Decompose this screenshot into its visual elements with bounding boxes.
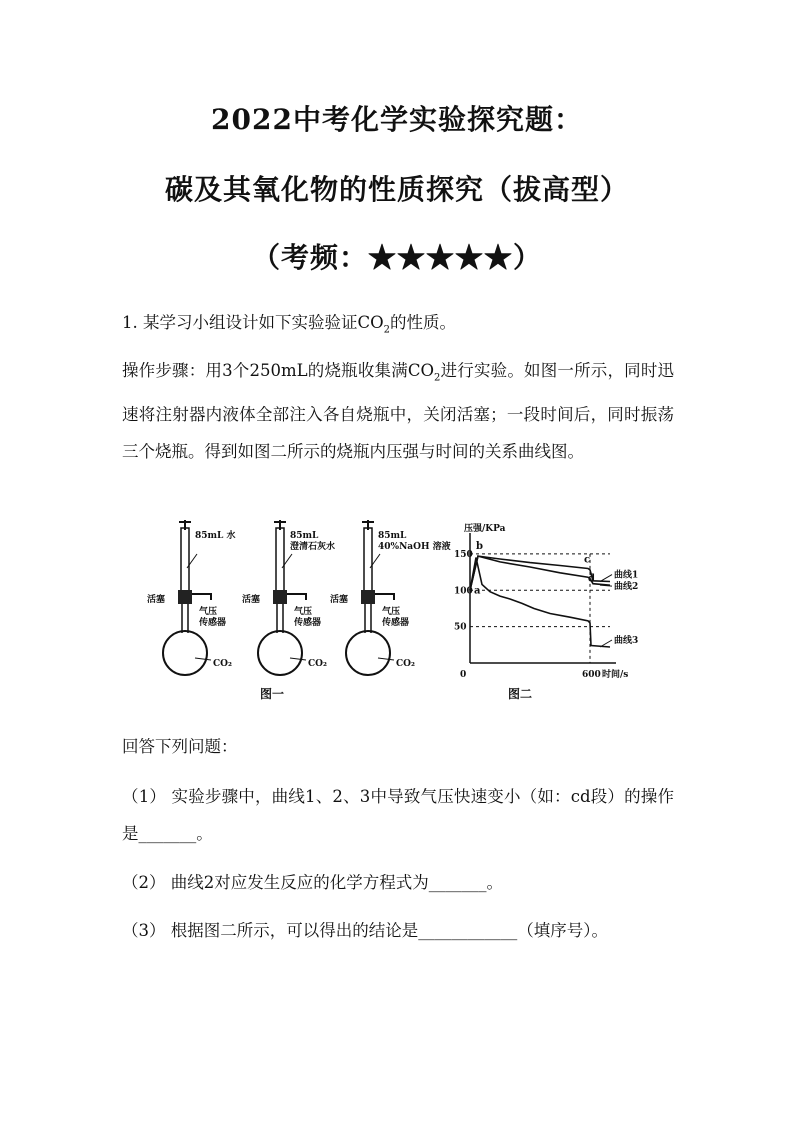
question-prefix: 1. 某学习小组设计如下实验验证CO (122, 313, 384, 332)
steps-part-1: 操作步骤：用3个250mL的烧瓶收集满CO (122, 361, 435, 380)
flask-apparatus (330, 520, 451, 675)
stopper (178, 590, 192, 604)
sensor-tube (287, 594, 306, 600)
sub-question-3: （3） 根据图二所示，可以得出的结论是____________（填序号）。 (122, 921, 608, 940)
figure-area (140, 518, 660, 712)
gas-label: CO₂ (308, 659, 327, 669)
point-label: c (584, 554, 591, 566)
liquid-label-2: 40%NaOH 溶液 (378, 542, 451, 552)
sensor-tube (375, 594, 394, 600)
x-tick-label: 0 (460, 670, 467, 680)
flask-bulb (163, 631, 207, 675)
gas-pointer (378, 658, 394, 660)
liquid-label-2: 澄清石灰水 (290, 542, 336, 552)
sensor-tube (192, 594, 211, 600)
syringe-barrel (276, 528, 284, 592)
procedure-steps (122, 352, 674, 470)
y-tick-label: 150 (454, 549, 473, 560)
flask-bulb (258, 631, 302, 675)
title-line-2: 碳及其氧化物的性质探究（拔高型） (164, 173, 629, 206)
point-label: a (474, 585, 481, 597)
flask-group (147, 520, 451, 675)
sensor-label: 气压 (382, 607, 401, 617)
stopper (273, 590, 287, 604)
liquid-label: 85mL 水 (195, 531, 236, 541)
figure1-caption: 图一 (260, 687, 285, 701)
valve-label: 活塞 (242, 595, 261, 605)
gas-pointer (195, 658, 211, 660)
y-tick-label: 50 (454, 622, 467, 633)
steps-part-2: 进行实验。如图一所示，同时迅速将注射器内液体全部注入各自烧瓶中，关闭活塞；一段时间后，同时振荡三个烧瓶。得到如图二所示的烧瓶内压强与时间的关系曲线图。 (122, 361, 675, 462)
answer-intro: 回答下列问题： (122, 737, 238, 756)
series-label: 曲线1 (614, 570, 639, 581)
y-axis-label: 压强/KPa (464, 524, 506, 534)
series-label: 曲线3 (614, 636, 639, 646)
flask-apparatus (147, 520, 236, 675)
gas-pointer (290, 658, 306, 660)
gas-label: CO₂ (396, 659, 415, 669)
question-sub: 2 (383, 324, 391, 336)
sub-question-2: （2） 曲线2对应发生反应的化学方程式为_______。 (122, 873, 503, 892)
point-label: d (588, 573, 595, 585)
sensor-label: 气压 (294, 607, 313, 617)
valve-label: 活塞 (330, 595, 349, 605)
gas-label: CO₂ (213, 659, 232, 669)
liquid-label: 85mL (290, 531, 319, 541)
flask-apparatus (242, 520, 335, 675)
liquid-label: 85mL (378, 531, 407, 541)
point-label: b (476, 540, 483, 552)
series-label: 曲线2 (614, 582, 639, 593)
series-line (470, 558, 610, 648)
syringe-barrel (364, 528, 372, 592)
sub-question-1: （1） 实验步骤中，曲线1、2、3中导致气压快速变小（如：cd段）的操作是_______。 (122, 787, 674, 843)
stopper (361, 590, 375, 604)
flask-bulb (346, 631, 390, 675)
question-suffix: 的性质。 (390, 313, 457, 332)
figure2-caption: 图二 (508, 687, 533, 701)
x-axis-label: 时间/s (602, 670, 629, 680)
x-tick-label: 600 (582, 670, 601, 680)
figure-svg (140, 518, 660, 708)
steps-sub: 2 (434, 372, 441, 384)
y-tick-label: 100 (454, 586, 473, 597)
question-stem (122, 304, 674, 348)
series-label-pointer (600, 585, 612, 586)
sensor-label-2: 传感器 (199, 618, 227, 628)
title-line-1: 2022中考化学实验探究题： (211, 103, 583, 136)
sensor-label-2: 传感器 (382, 618, 410, 628)
series-label-pointer (600, 575, 612, 582)
pressure-chart (454, 522, 638, 701)
syringe-barrel (181, 528, 189, 592)
valve-label: 活塞 (147, 595, 166, 605)
sensor-label-2: 传感器 (294, 618, 322, 628)
sensor-label: 气压 (199, 607, 218, 617)
title-line-3: （考频：★★★★★） (251, 241, 542, 274)
